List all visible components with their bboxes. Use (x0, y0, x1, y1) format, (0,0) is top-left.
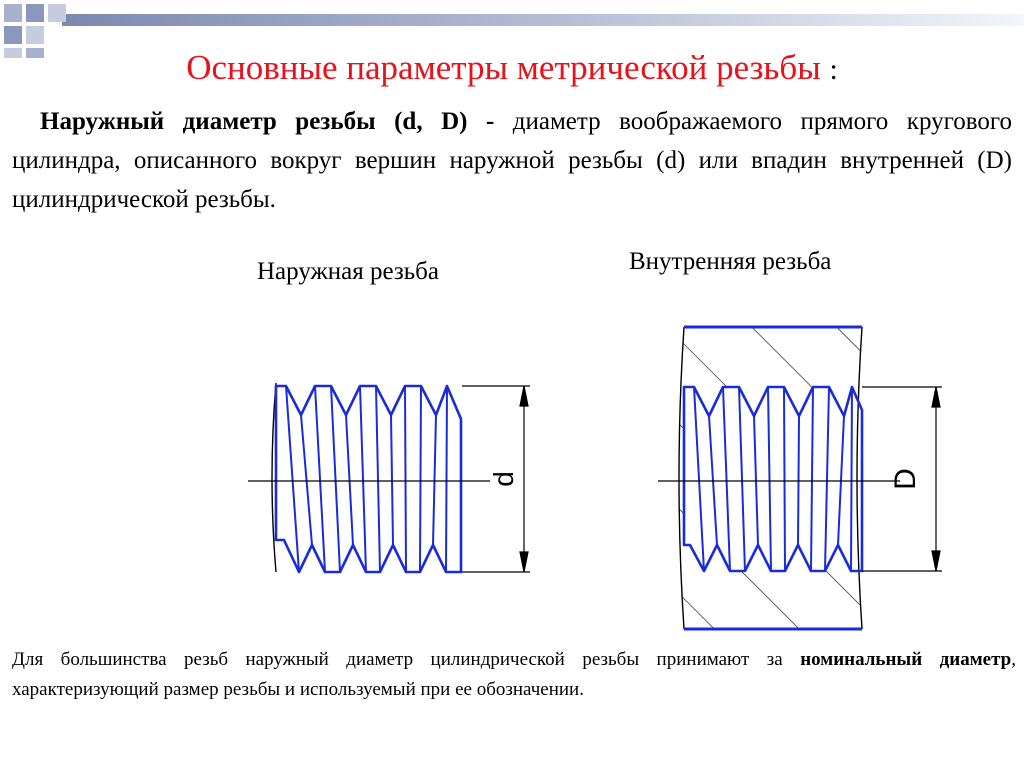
note-paragraph (12, 645, 1016, 705)
definition-term: Наружный диаметр резьбы (40, 108, 376, 135)
external-diameter-label: d (488, 471, 519, 487)
external-thread-drawing (248, 383, 530, 572)
title-colon: : (829, 53, 838, 86)
definition-text: диаметр воображаемого прямого кругового цилиндра, описанного вокруг вершин наружной резьбы (d) или впадин внутренней (D) цилиндрической резьбы. (12, 108, 1013, 213)
definition-term-symbols: (d, D) - (394, 108, 495, 135)
internal-diameter-label: D (889, 468, 922, 490)
external-thread-flanks (286, 386, 447, 572)
internal-thread-caption: Внутренняя резьба (629, 248, 832, 275)
internal-thread-drawing (658, 327, 942, 629)
note-text-1: Для большинства резьб наружный диаметр цилиндрической резьбы принимают за (12, 649, 783, 670)
external-thread-caption: Наружная резьба (257, 258, 439, 285)
note-bold-term: номинальный диаметр (800, 649, 1012, 670)
title-text: Основные параметры метрической резьбы (186, 48, 821, 87)
note-text-2: , характеризующий размер резьбы и используемый при ее обозначении. (12, 649, 1016, 700)
